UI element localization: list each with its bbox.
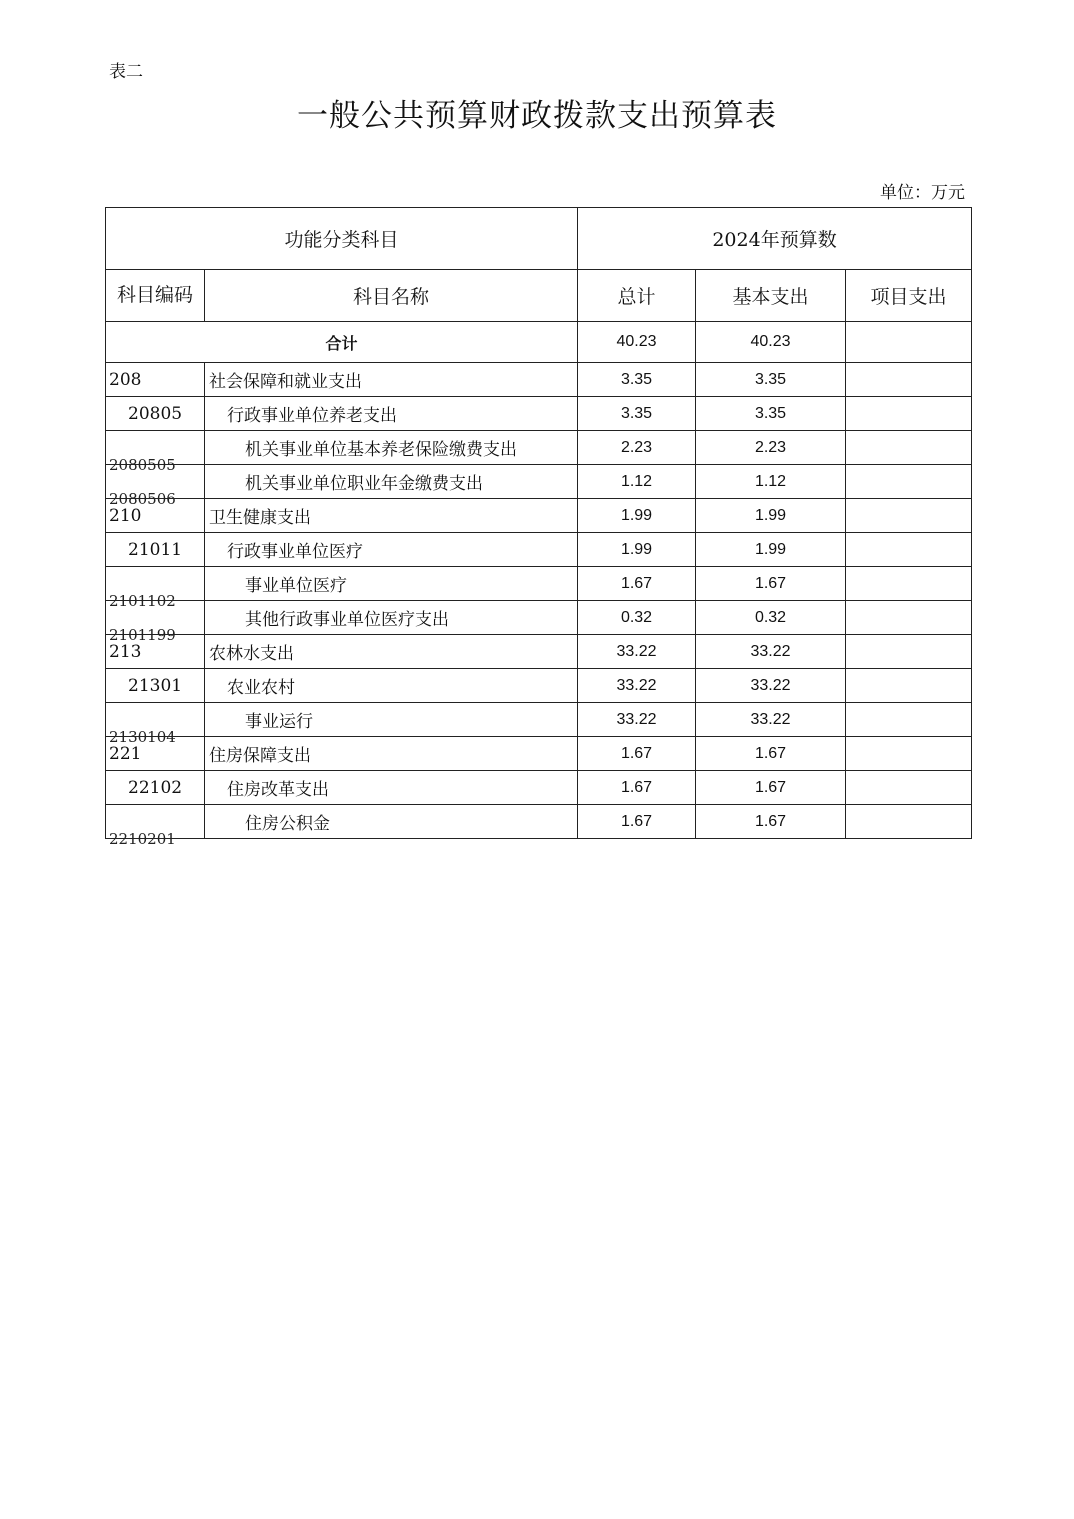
row-total: 1.99: [578, 533, 696, 567]
header-name: 科目名称: [205, 270, 578, 322]
row-project: [846, 601, 972, 635]
row-name: 行政事业单位养老支出: [205, 397, 578, 431]
row-basic: 2.23: [696, 431, 846, 465]
row-code-text: 2101199: [109, 626, 176, 644]
row-project: [846, 397, 972, 431]
row-code: [106, 703, 205, 746]
page-title: 一般公共预算财政拨款支出预算表: [297, 98, 777, 134]
row-basic: 1.67: [696, 737, 846, 771]
row-total: 1.12: [578, 465, 696, 499]
total-row: [106, 322, 972, 363]
row-code: [106, 805, 205, 848]
row-total: 2.23: [578, 431, 696, 465]
table-row: [106, 669, 972, 703]
row-project: [846, 635, 972, 669]
row-name: 其他行政事业单位医疗支出: [205, 601, 578, 635]
row-project: [846, 669, 972, 703]
row-code: 221: [106, 737, 205, 771]
row-basic: 33.22: [696, 669, 846, 703]
table-row: [106, 703, 972, 737]
table-row: [106, 635, 972, 669]
total-project: [846, 322, 972, 363]
row-basic: 33.22: [696, 703, 846, 737]
row-project: [846, 703, 972, 737]
row-name: 住房改革支出: [205, 771, 578, 805]
row-basic: 1.67: [696, 567, 846, 601]
row-basic: 1.67: [696, 771, 846, 805]
total-total: 40.23: [578, 322, 696, 363]
table-row: [106, 533, 972, 567]
header-budget-year: 2024年预算数: [578, 208, 972, 270]
row-total: 0.32: [578, 601, 696, 635]
header-function-category: 功能分类科目: [106, 208, 578, 270]
row-project: [846, 431, 972, 465]
row-basic: 1.99: [696, 533, 846, 567]
row-name: 社会保障和就业支出: [205, 363, 578, 397]
row-code-text: 2080506: [109, 490, 176, 508]
row-code: 208: [106, 363, 205, 397]
row-name: 住房保障支出: [205, 737, 578, 771]
row-project: [846, 499, 972, 533]
row-project: [846, 805, 972, 839]
row-code: 21011: [106, 533, 205, 567]
row-total: 33.22: [578, 635, 696, 669]
table-row: [106, 363, 972, 397]
row-basic: 33.22: [696, 635, 846, 669]
row-code: 213: [106, 635, 205, 669]
row-basic: 3.35: [696, 363, 846, 397]
table-row: [106, 771, 972, 805]
row-name: 事业单位医疗: [205, 567, 578, 601]
row-total: 1.67: [578, 805, 696, 839]
table-row: [106, 737, 972, 771]
table-row: [106, 499, 972, 533]
row-name: 农林水支出: [205, 635, 578, 669]
header-row-1: [106, 208, 972, 270]
row-total: 1.67: [578, 771, 696, 805]
row-code: [106, 431, 205, 474]
row-code: 210: [106, 499, 205, 533]
row-basic: 1.99: [696, 499, 846, 533]
row-project: [846, 363, 972, 397]
row-project: [846, 465, 972, 499]
budget-table: [105, 207, 972, 848]
row-code: 21301: [106, 669, 205, 703]
row-code: [106, 567, 205, 610]
row-name: 住房公积金: [205, 805, 578, 839]
row-basic: 3.35: [696, 397, 846, 431]
row-name: 卫生健康支出: [205, 499, 578, 533]
row-code: 22102: [106, 771, 205, 805]
row-name: 机关事业单位基本养老保险缴费支出: [205, 431, 578, 465]
row-total: 33.22: [578, 703, 696, 737]
total-label: 合计: [106, 322, 578, 363]
table-row: [106, 431, 972, 465]
table-row: [106, 465, 972, 499]
header-project: 项目支出: [846, 270, 972, 322]
row-project: [846, 737, 972, 771]
row-basic: 1.67: [696, 805, 846, 839]
row-name: 农业农村: [205, 669, 578, 703]
total-basic: 40.23: [696, 322, 846, 363]
table-row: [106, 567, 972, 601]
row-code-text: 2130104: [109, 728, 176, 746]
row-code: 20805: [106, 397, 205, 431]
row-total: 3.35: [578, 363, 696, 397]
row-total: 33.22: [578, 669, 696, 703]
row-name: 事业运行: [205, 703, 578, 737]
row-total: 1.67: [578, 567, 696, 601]
row-code-text: 2210201: [109, 830, 176, 848]
row-total: 3.35: [578, 397, 696, 431]
row-project: [846, 567, 972, 601]
header-basic: 基本支出: [696, 270, 846, 322]
row-total: 1.99: [578, 499, 696, 533]
row-basic: 0.32: [696, 601, 846, 635]
row-code-text: 2101102: [109, 592, 176, 610]
header-total: 总计: [578, 270, 696, 322]
row-project: [846, 533, 972, 567]
table-row: [106, 601, 972, 635]
table-row: [106, 805, 972, 839]
row-basic: 1.12: [696, 465, 846, 499]
row-project: [846, 771, 972, 805]
sheet-label: 表二: [109, 62, 143, 82]
header-code: 科目编码: [106, 270, 205, 322]
table-row: [106, 397, 972, 431]
row-name: 行政事业单位医疗: [205, 533, 578, 567]
header-row-2: [106, 270, 972, 322]
row-code-text: 2080505: [109, 456, 176, 474]
row-name: 机关事业单位职业年金缴费支出: [205, 465, 578, 499]
row-total: 1.67: [578, 737, 696, 771]
unit-label: 单位：万元: [880, 183, 965, 203]
